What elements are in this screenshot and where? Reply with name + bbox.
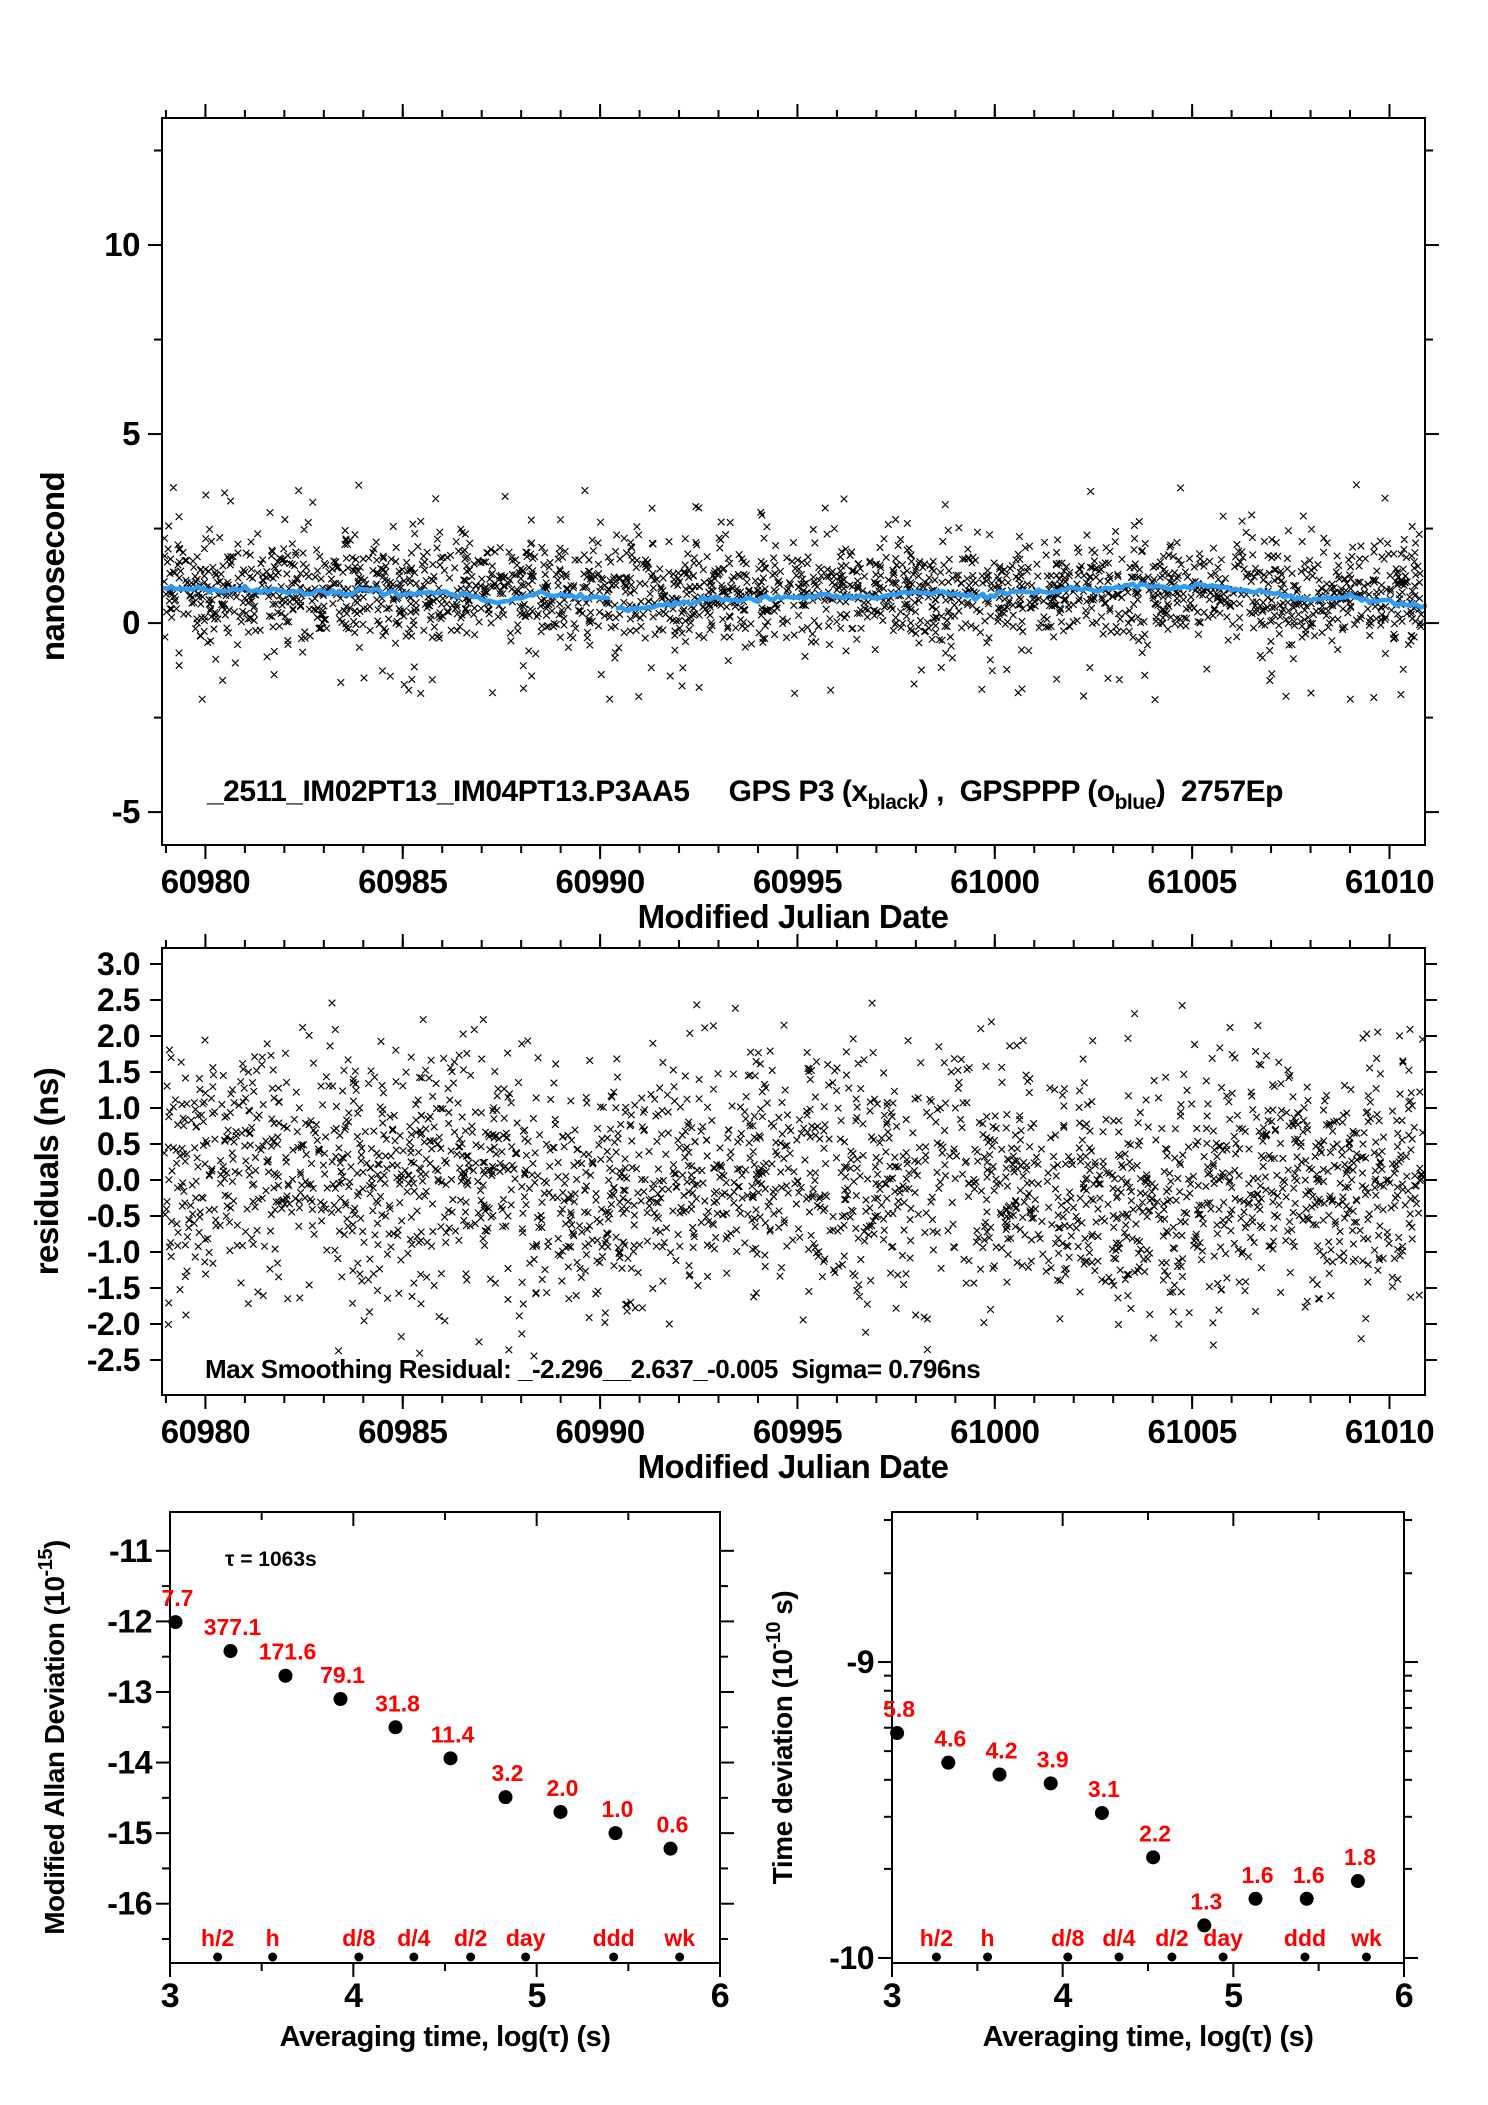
tau-tick-dot — [213, 1953, 222, 1962]
y-tick-label: -16 — [107, 1885, 152, 1922]
tau-tick-label: d/8 — [1051, 1925, 1085, 1951]
mdev-point — [444, 1751, 458, 1765]
y-tick-label: -1.5 — [86, 1270, 140, 1307]
x-tick-label: 6 — [1394, 1977, 1414, 2015]
residuals-scatter — [161, 1000, 1426, 1359]
panel-gps-comparison — [34, 104, 1439, 935]
tau-tick-dot — [268, 1953, 277, 1962]
y-tick-label: -9 — [846, 1644, 874, 1681]
point-value-label: 31.8 — [375, 1690, 420, 1717]
tdev-point — [1095, 1806, 1109, 1820]
tau-tick-dot — [354, 1953, 363, 1962]
tau-tick-dot — [1063, 1953, 1072, 1962]
tau-tick-dot — [1362, 1953, 1371, 1962]
x-axis-title: Averaging time, log(τ) (s) — [279, 2021, 611, 2053]
y-axis-title: residuals (ns) — [28, 1067, 65, 1276]
tdev-point — [1146, 1850, 1160, 1864]
x-tick-label: 4 — [344, 1977, 363, 2015]
point-value-label: 1.8 — [1343, 1844, 1376, 1871]
tau-tick-label: d/4 — [397, 1925, 431, 1951]
panel-mdev — [35, 1512, 734, 2053]
x-tick-label: 61010 — [1344, 1413, 1435, 1450]
y-tick-label: -12 — [107, 1603, 152, 1640]
tau-tick-label: wk — [664, 1925, 696, 1951]
tdev-point — [1044, 1776, 1058, 1790]
comparison-title: _2511_IM02PT13_IM04PT13.P3AA5 GPS P3 $(x_{black})$ , GPSPPP $(o_{blue})$ 2757Ep — [207, 775, 1283, 815]
x-axis-title: Modified Julian Date — [637, 898, 949, 935]
x-tick-label: 60995 — [752, 863, 843, 900]
point-value-label: 377.1 — [203, 1614, 262, 1641]
x-tick-label: 3 — [160, 1977, 180, 2015]
tau-tick-label: d/2 — [454, 1925, 488, 1951]
plot-frame — [162, 118, 1425, 845]
point-value-label: 4.6 — [934, 1725, 967, 1752]
point-value-label: 1.3 — [1190, 1888, 1223, 1915]
point-value-label: 3.9 — [1036, 1746, 1069, 1773]
x-axis-title: Averaging time, log(τ) (s) — [982, 2021, 1314, 2053]
y-tick-label: 3.0 — [97, 945, 140, 982]
point-value-label: 2.0 — [546, 1774, 579, 1801]
x-axis-title: Modified Julian Date — [637, 1448, 949, 1485]
tau-tick-label: d/8 — [342, 1925, 376, 1951]
y-tick-label: -5 — [111, 793, 140, 831]
smoothing-residual-annotation: Max Smoothing Residual: _-2.296__2.637_-0.005 Sigma= 0.796ns — [205, 1354, 981, 1384]
tau-tick-label: day — [1203, 1925, 1243, 1951]
tdev-point — [1351, 1874, 1365, 1888]
point-value-label: 79.1 — [320, 1662, 365, 1689]
point-value-label: 3.1 — [1087, 1775, 1120, 1802]
tdev-point — [890, 1726, 904, 1740]
x-tick-label: 61005 — [1147, 863, 1237, 900]
y-tick-label: 0.5 — [97, 1125, 140, 1162]
y-tick-label: -1.0 — [86, 1234, 140, 1271]
point-value-label: 171.6 — [258, 1638, 317, 1665]
x-tick-label: 60990 — [555, 863, 645, 900]
y-tick-label: 0.0 — [97, 1161, 140, 1198]
tau-tick-dot — [1301, 1953, 1310, 1962]
point-value-label: 5.8 — [883, 1696, 916, 1723]
tau-tick-dot — [521, 1953, 530, 1962]
tau-tick-dot — [466, 1953, 475, 1962]
mdev-point — [499, 1790, 513, 1804]
tau-tick-dot — [609, 1953, 618, 1962]
y-tick-label: 2.5 — [97, 981, 140, 1018]
tau-tick-label: ddd — [1283, 1925, 1327, 1951]
panel-residuals — [28, 934, 1437, 1485]
x-tick-label: 60995 — [752, 1413, 843, 1450]
y-tick-label: -2.5 — [86, 1342, 140, 1379]
mdev-point — [609, 1826, 623, 1840]
x-tick-label: 61000 — [950, 1413, 1040, 1450]
point-value-label: 1.0 — [601, 1796, 634, 1823]
y-axis-title: Time deviation ($10^{-10}$ s) — [763, 1590, 798, 1885]
y-tick-label: -15 — [107, 1815, 152, 1852]
mdev-point — [279, 1669, 293, 1683]
point-value-label: 7.7 — [161, 1585, 194, 1612]
plot-frame — [892, 1512, 1404, 1963]
point-value-label: 11.4 — [430, 1721, 475, 1748]
mdev-point — [334, 1692, 348, 1706]
tau-tick-label: d/2 — [1155, 1925, 1189, 1951]
y-tick-label: -2.0 — [86, 1306, 140, 1343]
tau-tick-label: d/4 — [1102, 1925, 1136, 1951]
point-value-label: 3.2 — [491, 1760, 524, 1787]
y-tick-label: -11 — [109, 1532, 152, 1569]
y-tick-label: 1.5 — [97, 1053, 140, 1090]
x-tick-label: 61010 — [1344, 863, 1435, 900]
y-tick-label: 2.0 — [97, 1017, 140, 1054]
x-tick-label: 60980 — [160, 863, 251, 900]
mdev-point — [169, 1615, 183, 1629]
tau-tick-label: wk — [1351, 1925, 1382, 1951]
tau-tick-dot — [932, 1953, 941, 1962]
tdev-point — [941, 1756, 955, 1770]
tau-annotation: τ = 1063s — [225, 1548, 317, 1571]
x-tick-label: 60985 — [358, 1413, 448, 1450]
tau-tick-dot — [983, 1953, 992, 1962]
x-tick-label: 61000 — [950, 863, 1040, 900]
mdev-point — [664, 1842, 678, 1856]
tau-tick-label: h — [980, 1925, 995, 1951]
y-tick-label: 1.0 — [97, 1089, 140, 1126]
tdev-point — [1300, 1892, 1314, 1906]
tau-tick-label: h/2 — [919, 1925, 953, 1951]
x-tick-label: 60980 — [160, 1413, 251, 1450]
mdev-point — [389, 1720, 403, 1734]
x-tick-label: 5 — [527, 1977, 546, 2015]
tau-tick-label: h — [265, 1925, 280, 1951]
y-tick-label: -13 — [107, 1673, 152, 1710]
mdev-point — [224, 1644, 238, 1658]
y-axis-title: nanosecond — [34, 471, 71, 662]
tau-tick-dot — [1114, 1953, 1123, 1962]
y-tick-label: 0 — [122, 604, 140, 642]
point-value-label: 4.2 — [985, 1737, 1018, 1764]
tdev-point — [1249, 1892, 1263, 1906]
tau-tick-label: day — [505, 1925, 546, 1951]
point-value-label: 0.6 — [656, 1811, 689, 1838]
mdev-point — [554, 1805, 568, 1819]
tau-tick-label: h/2 — [201, 1925, 235, 1951]
tdev-point — [993, 1767, 1007, 1781]
y-tick-label: 10 — [104, 226, 140, 264]
point-value-label: 1.6 — [1292, 1861, 1325, 1888]
y-tick-label: 5 — [122, 415, 140, 453]
y-tick-label: -10 — [829, 1939, 874, 1976]
y-axis-title: Modified Allan Deviation $(10^{-15})$ — [35, 1540, 70, 1935]
x-tick-label: 61005 — [1147, 1413, 1237, 1450]
panel-tdev — [763, 1512, 1418, 2053]
point-value-label: 1.6 — [1241, 1861, 1274, 1888]
point-value-label: 2.2 — [1139, 1820, 1172, 1847]
tau-tick-dot — [1167, 1953, 1176, 1962]
x-tick-label: 5 — [1224, 1977, 1243, 2015]
y-tick-label: -0.5 — [86, 1197, 140, 1234]
y-tick-label: -14 — [107, 1744, 152, 1781]
x-tick-label: 4 — [1053, 1977, 1072, 2015]
x-tick-label: 60990 — [555, 1413, 645, 1450]
tau-tick-label: ddd — [592, 1925, 635, 1951]
x-tick-label: 60985 — [358, 863, 448, 900]
tau-tick-dot — [409, 1953, 418, 1962]
x-tick-label: 3 — [882, 1977, 902, 2015]
x-tick-label: 6 — [710, 1977, 730, 2015]
tau-tick-dot — [675, 1953, 684, 1962]
tau-tick-dot — [1219, 1953, 1228, 1962]
